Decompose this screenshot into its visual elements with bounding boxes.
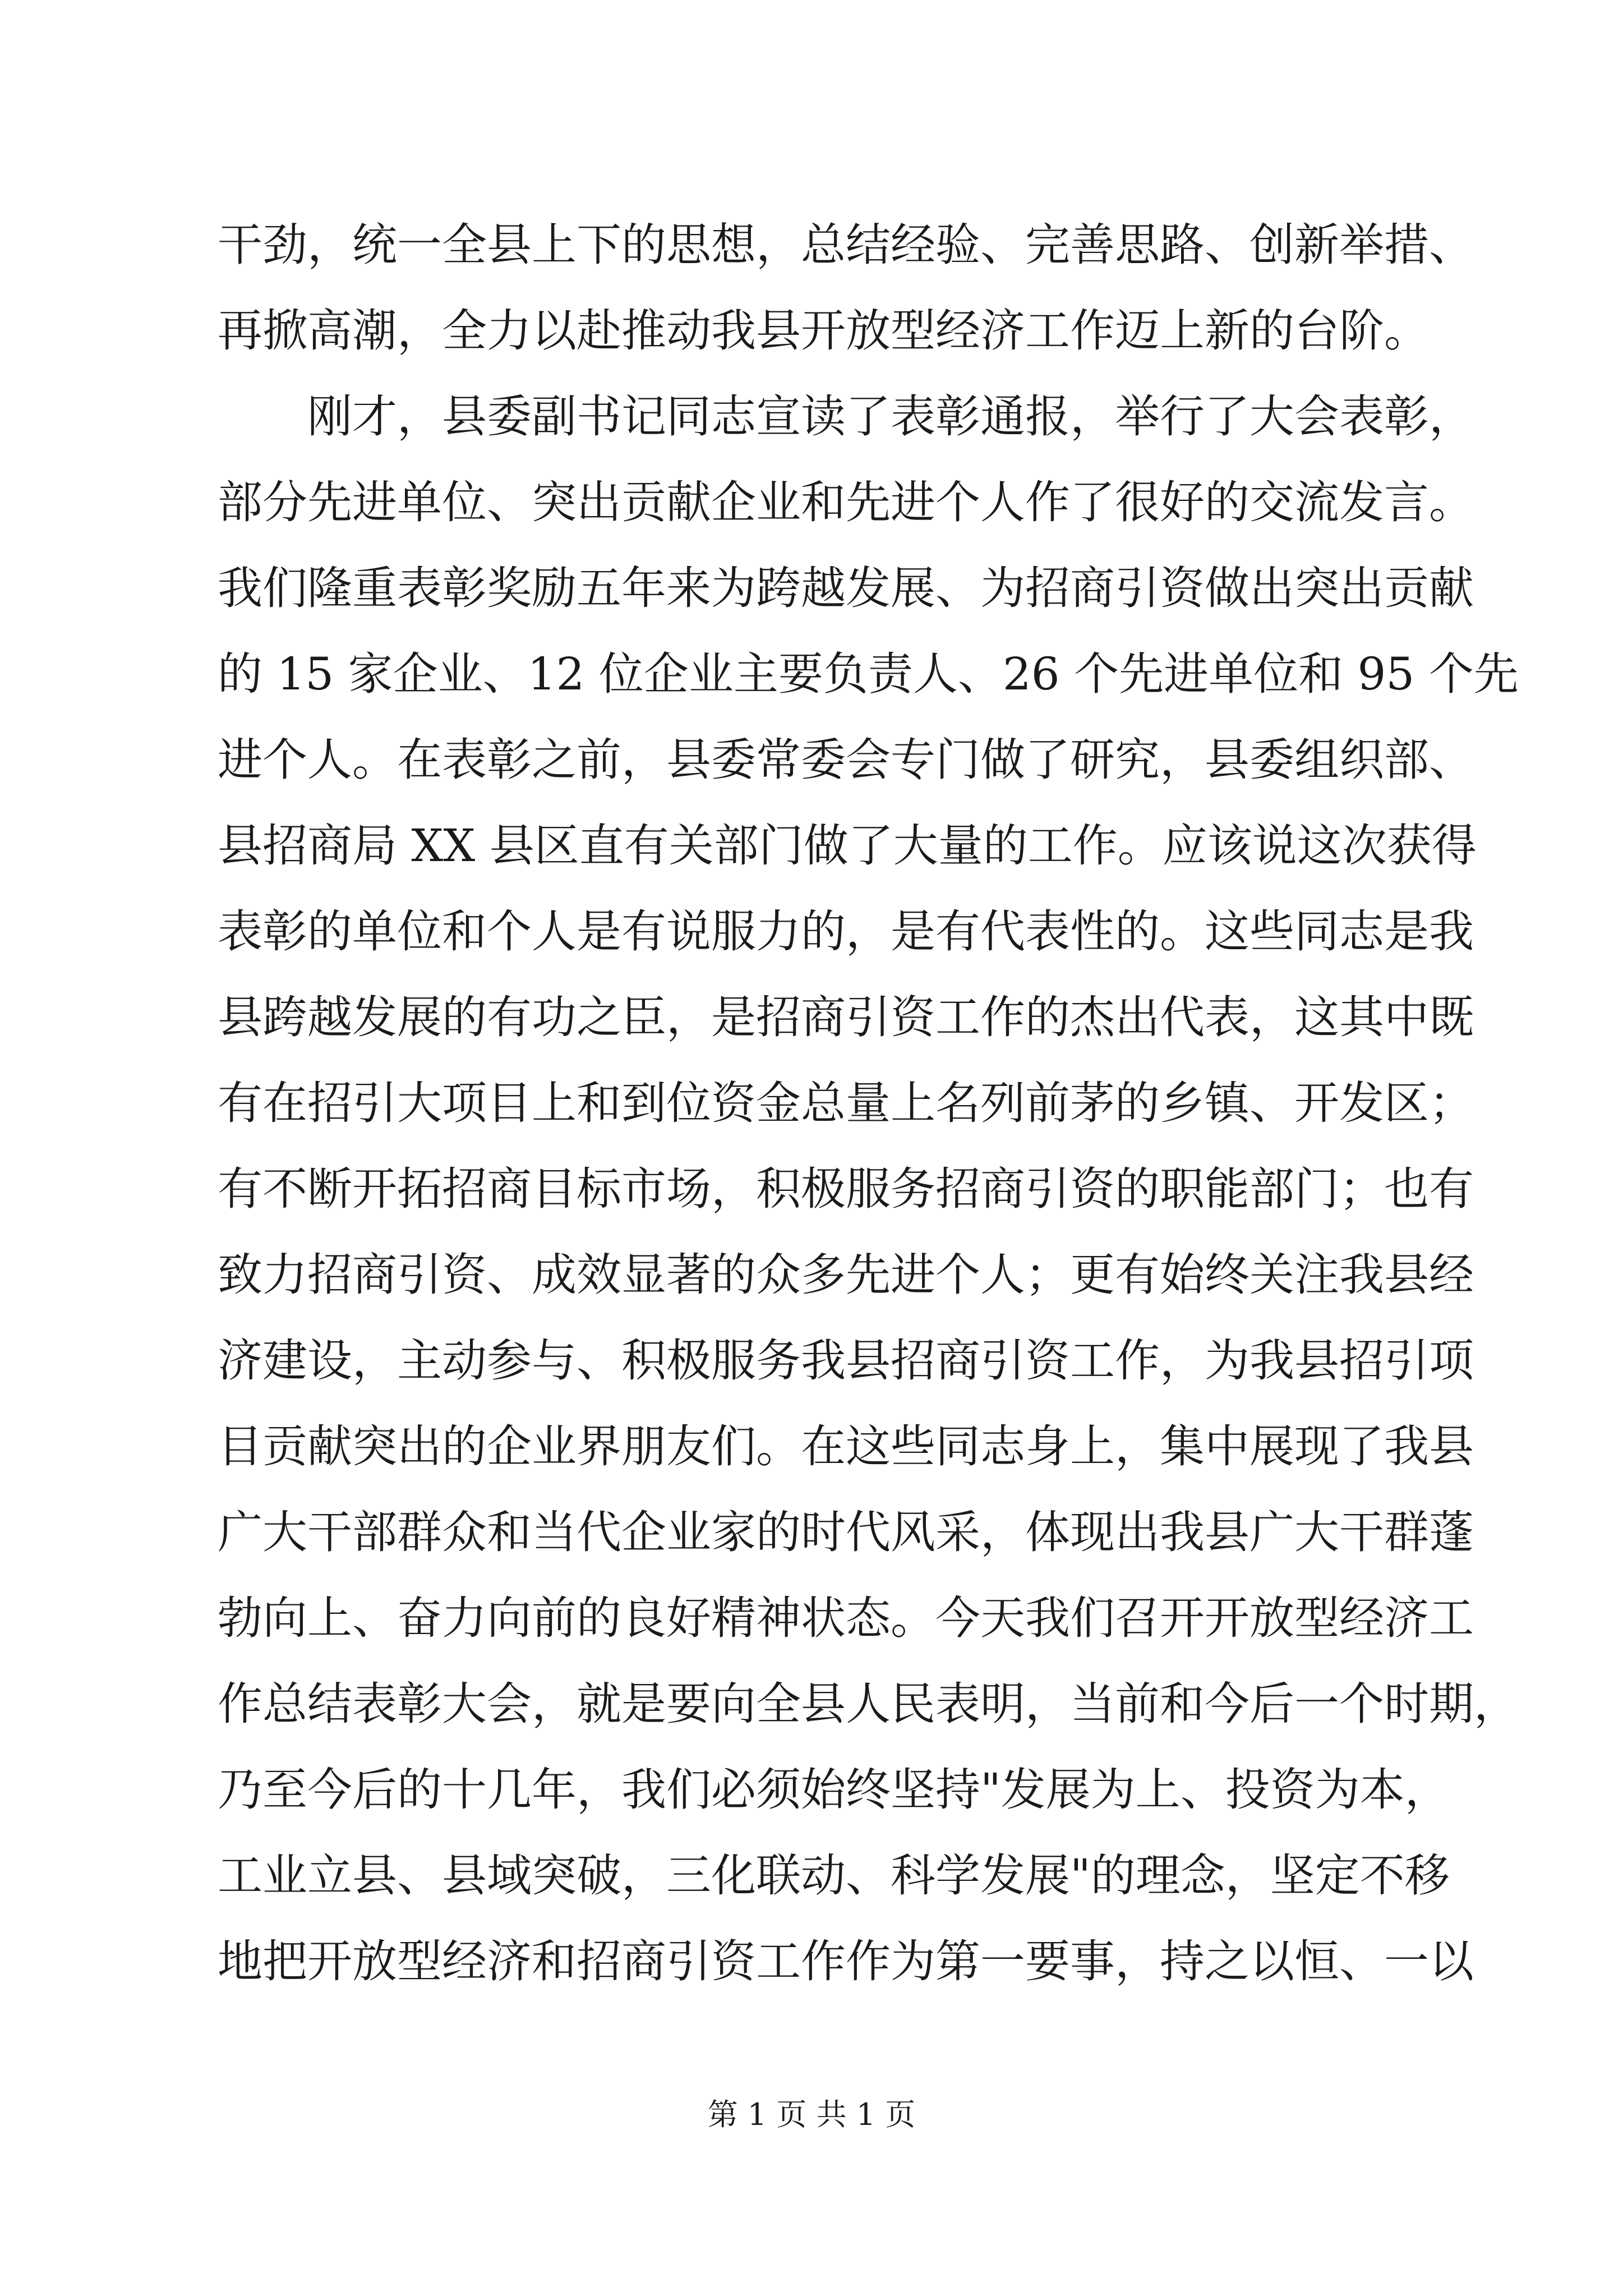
text-line-20: 工业立县、县域突破，三化联动、科学发展"的理念，坚定不移 <box>218 1849 1450 1902</box>
text-line-14: 济建设，主动参与、积极服务我县招商引资工作，为我县招引项 <box>218 1335 1474 1387</box>
text-line-6: 的 15 家企业、12 位企业主要负责人、26 个先进单位和 95 个先 <box>218 648 1519 700</box>
text-line-2: 再掀高潮，全力以赴推动我县开放型经济工作迈上新的台阶。 <box>218 305 1429 357</box>
text-line-10: 县跨越发展的有功之臣，是招商引资工作的杰出代表，这其中既 <box>218 991 1474 1043</box>
text-line-5: 我们隆重表彰奖励五年来为跨越发展、为招商引资做出突出贡献 <box>218 562 1474 614</box>
page-footer: 第 1 页 共 1 页 <box>707 2097 916 2132</box>
text-line-21: 地把开放型经济和招商引资工作作为第一要事，持之以恒、一以 <box>218 1935 1474 1987</box>
text-line-16: 广大干部群众和当代企业家的时代风采，体现出我县广大干群蓬 <box>218 1506 1474 1558</box>
text-line-9: 表彰的单位和个人是有说服力的，是有代表性的。这些同志是我 <box>218 905 1474 958</box>
text-line-13: 致力招商引资、成效显著的众多先进个人；更有始终关注我县经 <box>218 1249 1474 1301</box>
text-line-4: 部分先进单位、突出贡献企业和先进个人作了很好的交流发言。 <box>218 476 1474 528</box>
text-line-11: 有在招引大项目上和到位资金总量上名列前茅的乡镇、开发区； <box>218 1077 1474 1129</box>
text-line-15: 目贡献突出的企业界朋友们。在这些同志身上，集中展现了我县 <box>218 1420 1474 1473</box>
text-line-18: 作总结表彰大会，就是要向全县人民表明，当前和今后一个时期， <box>218 1678 1519 1730</box>
text-line-7: 进个人。在表彰之前，县委常委会专门做了研究，县委组织部、 <box>218 734 1474 786</box>
text-line-3: 刚才，县委副书记同志宣读了表彰通报，举行了大会表彰， <box>307 390 1474 443</box>
text-line-8: 县招商局 XX 县区直有关部门做了大量的工作。应该说这次获得 <box>218 820 1477 872</box>
text-line-19: 乃至今后的十几年，我们必须始终坚持"发展为上、投资为本， <box>218 1764 1450 1816</box>
text-line-1: 干劲，统一全县上下的思想，总结经验、完善思路、创新举措、 <box>218 219 1474 271</box>
text-line-17: 勃向上、奋力向前的良好精神状态。今天我们召开开放型经济工 <box>218 1592 1474 1644</box>
text-line-12: 有不断开拓招商目标市场，积极服务招商引资的职能部门；也有 <box>218 1163 1474 1215</box>
